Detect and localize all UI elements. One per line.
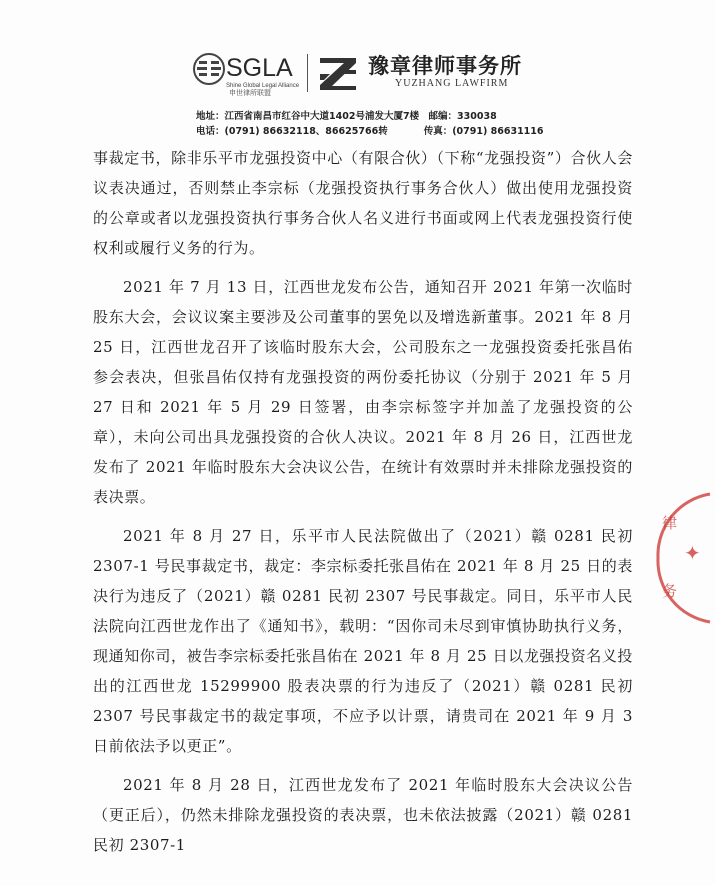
- yuzhang-logo-icon: [318, 52, 358, 92]
- sgla-subtitle-cn: 申世律所联盟: [229, 90, 271, 97]
- sgla-logo: [192, 50, 302, 96]
- letterhead: [0, 40, 715, 150]
- paragraph-2: 2021 年 7 月 13 日，江西世龙发布公告，通知召开 2021 年第一次临时股东大会，会议议案主要涉及公司董事的罢免以及增选新董事。2021 年 8 月 25 日，江西世龙召开了该临时股东大会，公司股东之一龙强投资委托张昌佑参会表决，但张昌佑仅持有龙强投资的两份委托协议（分别于 2021 年 5 月 27 日和 2021 年 5 月 29 日签署，由李宗标签字并加盖了龙强投资的公章），未向公司出具龙强投资的合伙人决议。2021 年 8 月 26 日，江西世龙发布了 2021 年临时股东大会决议公告，在统计有效票时并未排除龙强投资的表决票。: [93, 278, 633, 506]
- firm-name-cn: 豫章律师事务所: [368, 54, 522, 78]
- sgla-emblem-icon: [192, 52, 226, 86]
- contact-line: [196, 123, 544, 137]
- seal-char-2: 务: [662, 582, 678, 600]
- paragraph-3: 2021 年 8 月 27 日，乐平市人民法院做出了（2021）赣 0281 民初 2307-1 号民事裁定书，裁定：李宗标委托张昌佑在 2021 年 8 月 25 日的表决行为违反了（2021）赣 0281 民初 2307 号民事裁定。同日，乐平市人民法院向江西世龙作出了《通知书》，载明：“因你司未尽到审慎协助执行义务，现通知你司，被告李宗标委托张昌佑在 2021 年 8 月 25 日以龙强投资名义投出的江西世龙 15299900 股表决票的行为违反了（2021）赣 0281 民初 2307 号民事裁定书的裁定事项，不应予以计票，请贵司在 2021 年 9 月 3 日前依法予以更正”。: [93, 527, 634, 755]
- seal-char-1: 律: [662, 514, 678, 532]
- paragraph-4: 2021 年 8 月 28 日，江西世龙发布了 2021 年临时股东大会决议公告（更正后），仍然未排除龙强投资的表决票，也未依法披露（2021）赣 0281 民初 2307-1: [93, 776, 633, 854]
- logo-divider: [307, 54, 308, 92]
- document-body: [93, 143, 633, 860]
- sgla-subtitle: [226, 83, 306, 98]
- paragraph-1: 事裁定书，除非乐平市龙强投资中心（有限合伙）（下称“龙强投资”）合伙人会议表决通过，否则禁止李宗标（龙强投资执行事务合伙人）做出使用龙强投资的公章或者以龙强投资执行事务合伙人名义进行书面或网上代表龙强投资行使权利或履行义务的行为。: [93, 149, 633, 257]
- fax-text: 传真：(0791) 86631116: [423, 126, 544, 137]
- phone-text: 电话：(0791) 86632118、86625766转: [196, 126, 388, 137]
- red-seal-stamp: [650, 488, 715, 628]
- sgla-brand-text: SGLA: [226, 54, 293, 82]
- sgla-subtitle-en: Shine Global Legal Alliance: [226, 83, 300, 89]
- firm-name-en: YUZHANG LAWFIRM: [395, 78, 509, 89]
- address-line: 地址：江西省南昌市红谷中大道1402号浦发大厦7楼 邮编：330038: [196, 111, 497, 122]
- seal-star: ✦: [684, 541, 701, 565]
